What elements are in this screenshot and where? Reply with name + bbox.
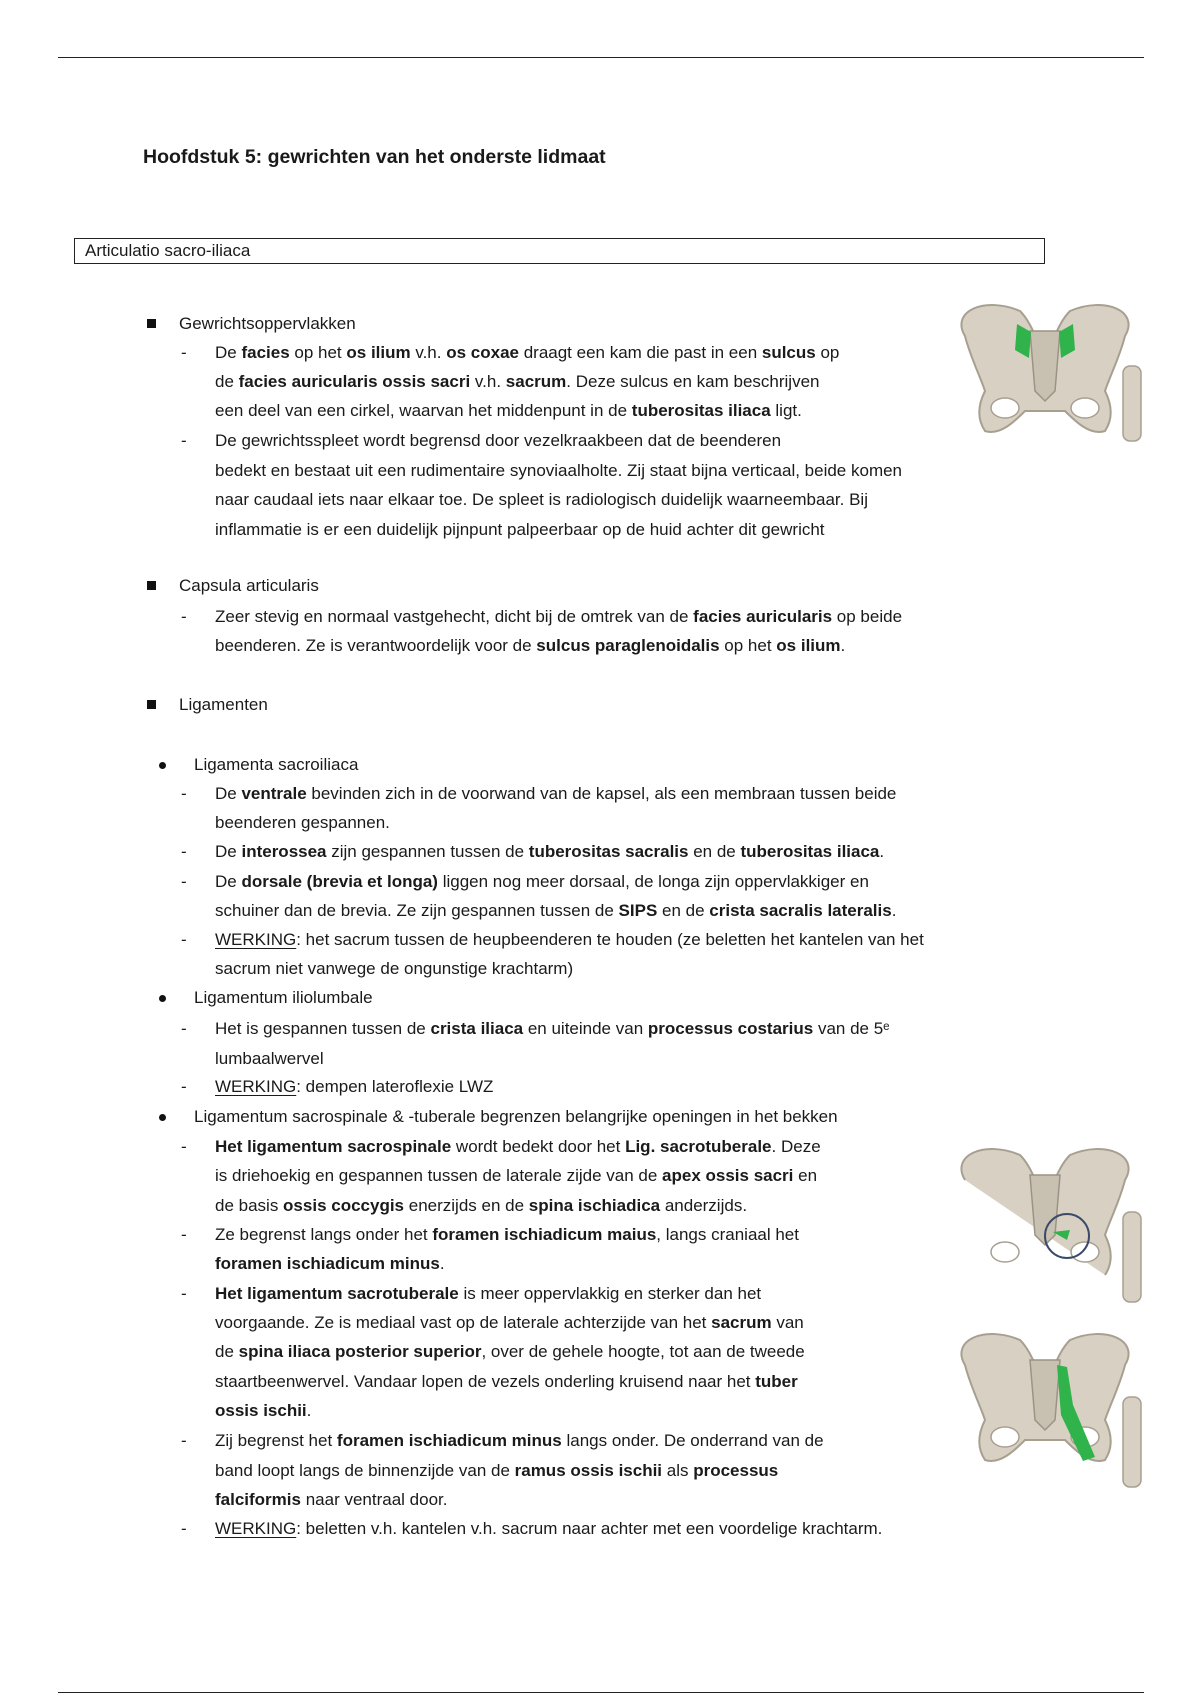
s1-heading: Gewrichtsoppervlakken xyxy=(179,314,356,333)
text-line: Het is gespannen tussen de crista iliaca en uiteinde van processus costarius van de 5ᵉ xyxy=(215,1019,890,1038)
pelvis-sacroiliac-illustration xyxy=(945,296,1145,446)
pelvis-sacrotuberale-illustration xyxy=(945,1325,1145,1495)
pelvis-bones xyxy=(961,1149,1141,1302)
text-line: de basis ossis coccygis enerzijds en de spina ischiadica anderzijds. xyxy=(215,1196,748,1215)
pelvis-sacrospinale-illustration xyxy=(945,1140,1145,1310)
text-line: de spina iliaca posterior superior, over de gehele hoogte, tot aan de tweede xyxy=(215,1342,805,1361)
text-line: inflammatie is er een duidelijk pijnpunt palpeerbaar op de huid achter dit gewricht xyxy=(215,520,825,539)
square-bullet xyxy=(147,700,156,709)
text-line: Het ligamentum sacrospinale wordt bedekt door het Lig. sacrotuberale. Deze xyxy=(215,1137,821,1156)
square-bullet xyxy=(147,319,156,328)
dash-bullet: - xyxy=(181,872,187,891)
dash-bullet: - xyxy=(181,842,187,861)
text-line: voorgaande. Ze is mediaal vast op de laterale achterzijde van het sacrum van xyxy=(215,1313,804,1332)
text-line: De ventrale bevinden zich in de voorwand van de kapsel, als een membraan tussen beide xyxy=(215,784,897,803)
text-line: naar caudaal iets naar elkaar toe. De spleet is radiologisch duidelijk waarneembaar. Bij xyxy=(215,490,868,509)
text-line: beenderen gespannen. xyxy=(215,813,390,832)
sub2-heading: Ligamentum iliolumbale xyxy=(194,988,373,1007)
text-line: beenderen. Ze is verantwoordelijk voor de sulcus paraglenoidalis op het os ilium. xyxy=(215,636,846,655)
sub3-heading: Ligamentum sacrospinale & -tuberale begrenzen belangrijke openingen in het bekken xyxy=(194,1107,838,1126)
dash-bullet: - xyxy=(181,431,187,450)
round-bullet xyxy=(159,1114,166,1121)
dash-bullet: - xyxy=(181,1519,187,1538)
text-line: De gewrichtsspleet wordt begrensd door vezelkraakbeen dat de beenderen xyxy=(215,431,782,450)
dash-bullet: - xyxy=(181,1225,187,1244)
text-line: band loopt langs de binnenzijde van de ramus ossis ischii als processus xyxy=(215,1461,779,1480)
section-header-box: Articulatio sacro-iliaca xyxy=(74,238,1045,264)
text-line: foramen ischiadicum minus. xyxy=(215,1254,445,1273)
text-line: ossis ischii. xyxy=(215,1401,312,1420)
pelvis-bones xyxy=(961,1334,1141,1487)
sub1-heading: Ligamenta sacroiliaca xyxy=(194,755,359,774)
text-line: bedekt en bestaat uit een rudimentaire synoviaalholte. Zij staat bijna verticaal, beide komen xyxy=(215,461,903,480)
text-line: falciformis naar ventraal door. xyxy=(215,1490,448,1509)
text-line: WERKING: beletten v.h. kantelen v.h. sacrum naar achter met een voordelige krachtarm. xyxy=(215,1519,883,1538)
text-line: schuiner dan de brevia. Ze zijn gespannen tussen de SIPS en de crista sacralis lateralis. xyxy=(215,901,897,920)
text-line: WERKING: dempen lateroflexie LWZ xyxy=(215,1077,494,1096)
s3-heading: Ligamenten xyxy=(179,695,268,714)
dash-bullet: - xyxy=(181,1431,187,1450)
text-line: De dorsale (brevia et longa) liggen nog meer dorsaal, de longa zijn oppervlakkiger en xyxy=(215,872,869,891)
text-line: Zeer stevig en normaal vastgehecht, dicht bij de omtrek van de facies auricularis op beide xyxy=(215,607,903,626)
text-line: De facies op het os ilium v.h. os coxae draagt een kam die past in een sulcus op xyxy=(215,343,840,362)
text-line: Het ligamentum sacrotuberale is meer oppervlakkig en sterker dan het xyxy=(215,1284,762,1303)
text-line: WERKING: het sacrum tussen de heupbeenderen te houden (ze beletten het kantelen van het xyxy=(215,930,924,949)
text-line: staartbeenwervel. Vandaar lopen de vezels onderling kruisend naar het tuber xyxy=(215,1372,798,1391)
s2-heading: Capsula articularis xyxy=(179,576,319,595)
text-line: Ze begrenst langs onder het foramen ischiadicum maius, langs craniaal het xyxy=(215,1225,799,1244)
dash-bullet: - xyxy=(181,1284,187,1303)
text-line: is driehoekig en gespannen tussen de laterale zijde van de apex ossis sacri en xyxy=(215,1166,818,1185)
dash-bullet: - xyxy=(181,1137,187,1156)
chapter-title: Hoofdstuk 5: gewrichten van het onderste lidmaat xyxy=(143,146,606,168)
text-line: lumbaalwervel xyxy=(215,1049,324,1068)
dash-bullet: - xyxy=(181,607,187,626)
dash-bullet: - xyxy=(181,343,187,362)
text-line: De interossea zijn gespannen tussen de tuberositas sacralis en de tuberositas iliaca. xyxy=(215,842,885,861)
dash-bullet: - xyxy=(181,1019,187,1038)
pelvis-bones xyxy=(961,305,1141,441)
bottom-rule xyxy=(58,1692,1144,1693)
round-bullet xyxy=(159,995,166,1002)
square-bullet xyxy=(147,581,156,590)
dash-bullet: - xyxy=(181,930,187,949)
text-line: een deel van een cirkel, waarvan het middenpunt in de tuberositas iliaca ligt. xyxy=(215,401,802,420)
round-bullet xyxy=(159,762,166,769)
top-rule xyxy=(58,57,1144,58)
text-line: sacrum niet vanwege de ongunstige krachtarm) xyxy=(215,959,574,978)
text-line: Zij begrenst het foramen ischiadicum minus langs onder. De onderrand van de xyxy=(215,1431,824,1450)
dash-bullet: - xyxy=(181,784,187,803)
text-line: de facies auricularis ossis sacri v.h. sacrum. Deze sulcus en kam beschrijven xyxy=(215,372,820,391)
dash-bullet: - xyxy=(181,1077,187,1096)
